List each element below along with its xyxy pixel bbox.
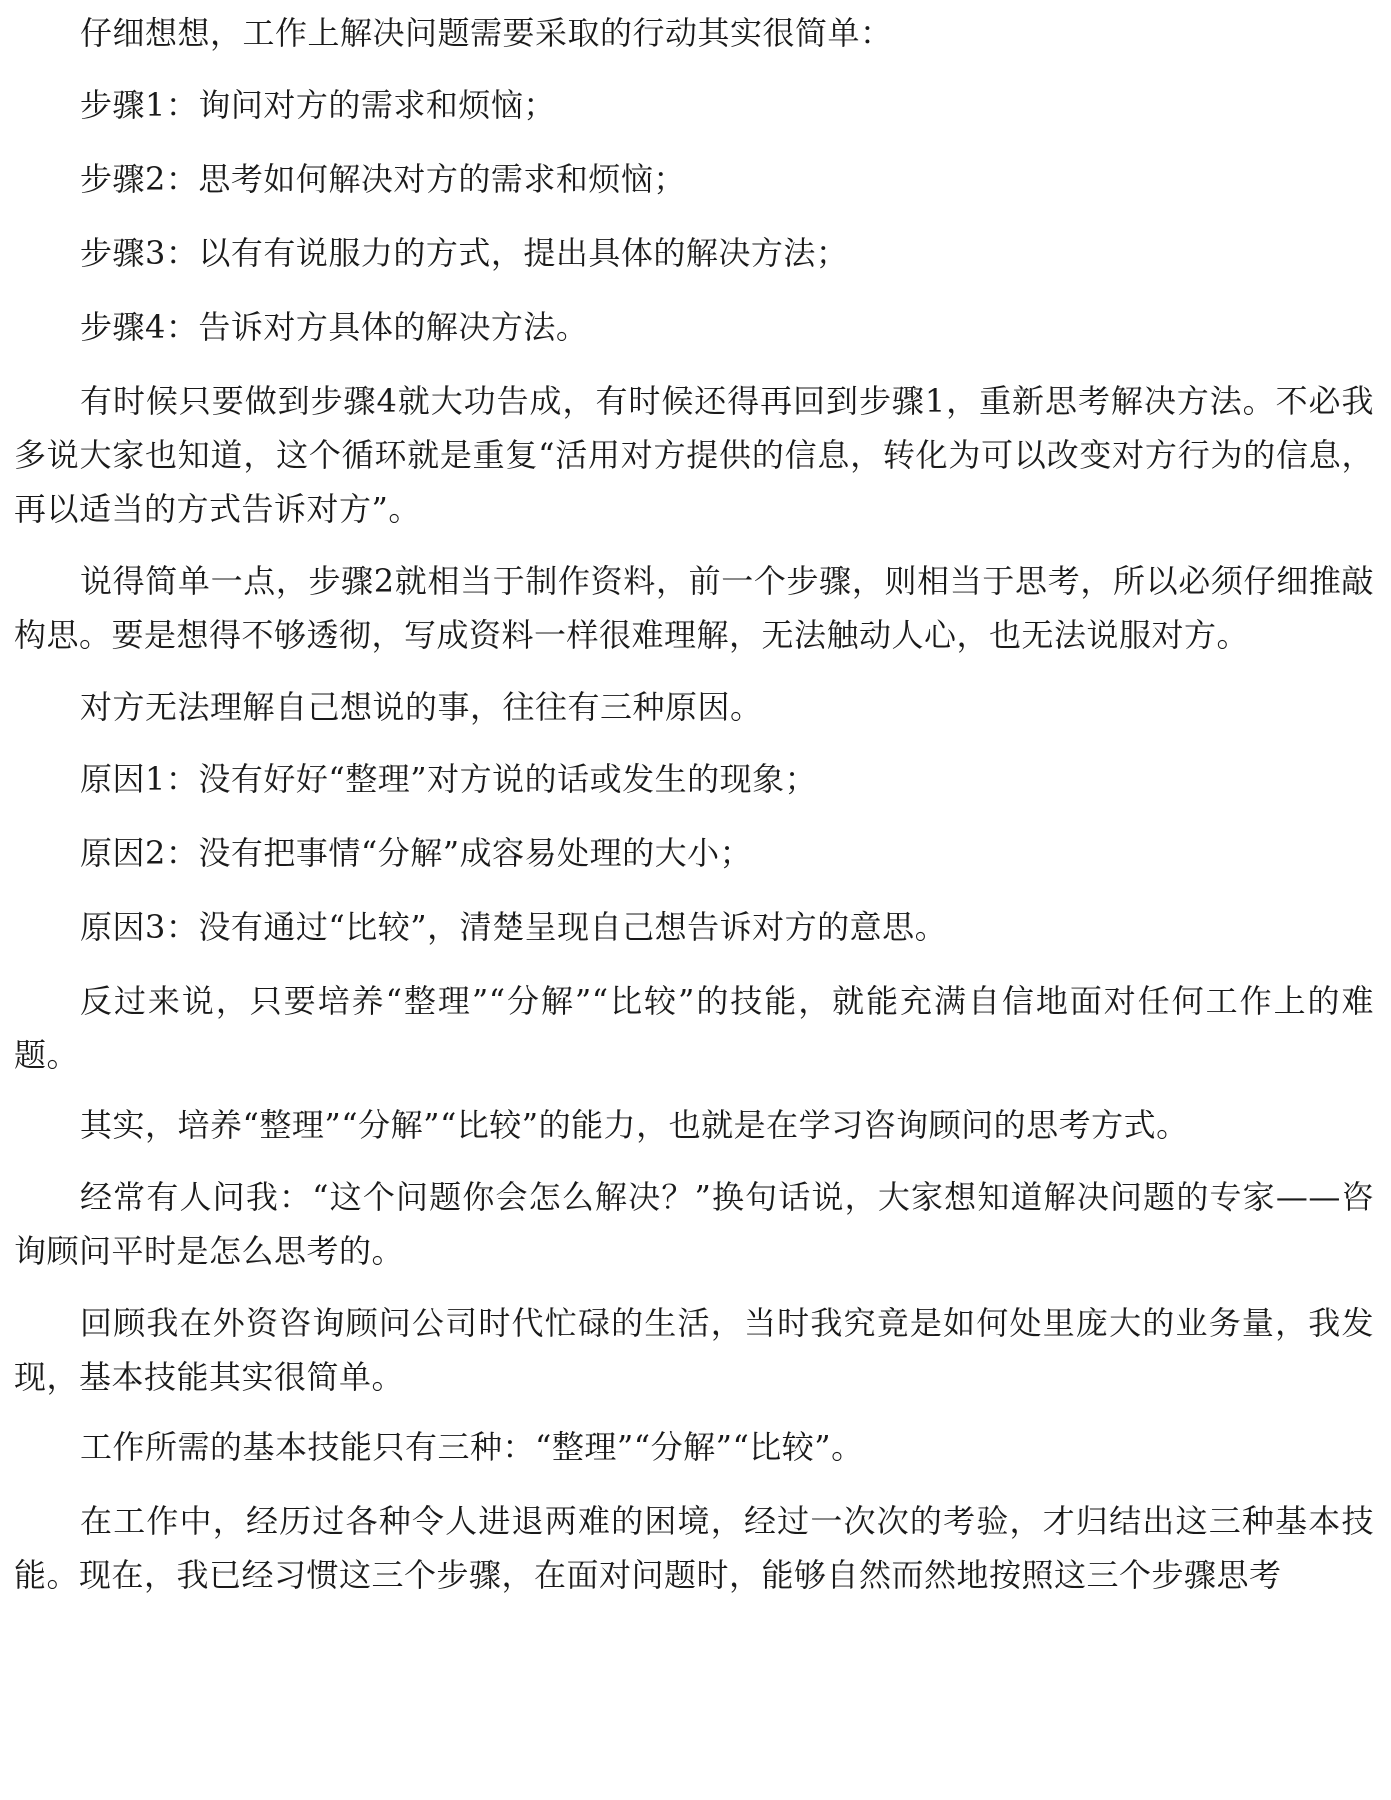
paragraph: 对方无法理解自己想说的事，往往有三种原因。 [80, 688, 763, 726]
list-item: 步骤2：思考如何解决对方的需求和烦恼； [80, 160, 686, 198]
paragraph: 说得简单一点，步骤2就相当于制作资料，前一个步骤，则相当于思考，所以必须仔细推敲构思。要是想得不够透彻，写成资料一样很难理解，无法触动人心，也无法说服对方。 [14, 562, 1374, 654]
paragraph: 其实，培养“整理”“分解”“比较”的能力，也就是在学习咨询顾问的思考方式。 [80, 1106, 1189, 1144]
list-item: 原因3：没有通过“比较”，清楚呈现自己想告诉对方的意思。 [80, 908, 948, 946]
list-item: 步骤3：以有有说服力的方式，提出具体的解决方法； [80, 234, 849, 272]
list-item: 步骤4：告诉对方具体的解决方法。 [80, 308, 589, 346]
paragraph: 反过来说，只要培养“整理”“分解”“比较”的技能，就能充满自信地面对任何工作上的难题。 [14, 982, 1374, 1074]
paragraph: 工作所需的基本技能只有三种：“整理”“分解”“比较”。 [80, 1428, 864, 1466]
paragraph: 有时候只要做到步骤4就大功告成，有时候还得再回到步骤1，重新思考解决方法。不必我多说大家也知道，这个循环就是重复“活用对方提供的信息，转化为可以改变对方行为的信息，再以适当的方式告诉对方”。 [14, 382, 1374, 528]
paragraph: 经常有人问我：“这个问题你会怎么解决？”换句话说，大家想知道解决问题的专家——咨询顾问平时是怎么思考的。 [14, 1178, 1374, 1270]
list-item: 原因1：没有好好“整理”对方说的话或发生的现象； [80, 760, 818, 798]
list-item: 步骤1：询问对方的需求和烦恼； [80, 86, 556, 124]
paragraph: 仔细想想，工作上解决问题需要采取的行动其实很简单： [80, 14, 893, 52]
list-item: 原因2：没有把事情“分解”成容易处理的大小； [80, 834, 753, 872]
paragraph: 在工作中，经历过各种令人进退两难的困境，经过一次次的考验，才归结出这三种基本技能。现在，我已经习惯这三个步骤，在面对问题时，能够自然而然地按照这三个步骤思考 [14, 1502, 1374, 1594]
paragraph: 回顾我在外资咨询顾问公司时代忙碌的生活，当时我究竟是如何处里庞大的业务量，我发现，基本技能其实很简单。 [14, 1304, 1374, 1396]
